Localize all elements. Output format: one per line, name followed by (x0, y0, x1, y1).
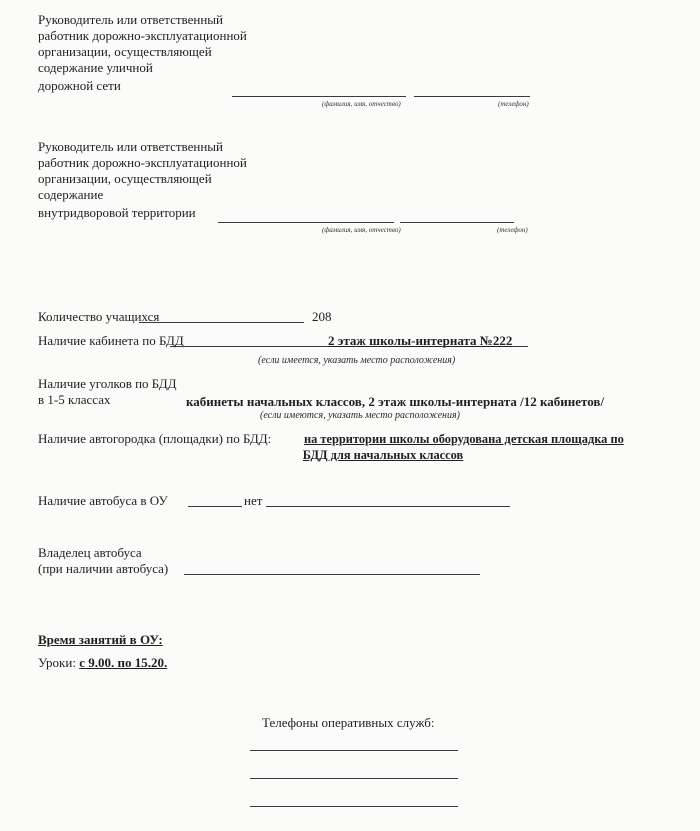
services-line-2[interactable] (250, 778, 458, 779)
cabinet-hint: (если имеется, указать место расположения) (258, 355, 456, 366)
students-line (139, 322, 304, 323)
road-network-manager-block (38, 12, 247, 94)
students-value: 208 (312, 309, 332, 324)
block2-name-caption: (фамилия, имя, отчество) (322, 226, 401, 234)
block1-line-3: организации, осуществляющей (38, 44, 212, 59)
owner-label-2: (при наличии автобуса) (38, 561, 169, 576)
block2-line-1: Руководитель или ответственный (38, 139, 223, 154)
corners-value: кабинеты начальных классов, 2 этаж школы-интерната /12 кабинетов/ (186, 394, 605, 409)
bus-value: нет (244, 493, 263, 508)
block2-line-3: организации, осуществляющей (38, 171, 212, 186)
cabinet-value: 2 этаж школы-интерната №222 (328, 333, 513, 348)
lessons-label: Уроки: (38, 655, 76, 670)
block1-phone-line[interactable] (414, 96, 530, 97)
block2-line-2: работник дорожно-эксплуатационной (38, 155, 247, 170)
cabinet-label: Наличие кабинета по БДД (38, 333, 184, 348)
corners-hint: (если имеются, указать место расположения) (260, 410, 460, 421)
owner-line[interactable] (184, 574, 480, 575)
bus-line-left (188, 506, 242, 507)
bus-line-right (266, 506, 510, 507)
block1-line-5: дорожной сети (38, 78, 121, 93)
owner-label-1: Владелец автобуса (38, 545, 142, 560)
autotown-value-line1: на территории школы оборудована детская площадка по (304, 432, 624, 446)
students-label: Количество учащихся (38, 309, 160, 324)
block2-phone-caption: (телефон) (497, 226, 528, 234)
lessons-row (38, 655, 167, 671)
block1-line-4: содержание уличной (38, 60, 153, 75)
block2-name-line[interactable] (218, 222, 394, 223)
bus-label: Наличие автобуса в ОУ (38, 493, 168, 508)
yard-territory-manager-block (38, 139, 247, 221)
block1-line-2: работник дорожно-эксплуатационной (38, 28, 247, 43)
block1-name-caption: (фамилия, имя, отчество) (322, 100, 401, 108)
block2-phone-line[interactable] (400, 222, 514, 223)
lessons-value: с 9.00. по 15.20. (79, 655, 168, 670)
services-line-1[interactable] (250, 750, 458, 751)
corners-label-1: Наличие уголков по БДД (38, 376, 177, 391)
services-line-3[interactable] (250, 806, 458, 807)
block1-line-1: Руководитель или ответственный (38, 12, 223, 27)
schedule-title: Время занятий в ОУ: (38, 632, 163, 647)
block2-line-5: внутридворовой территории (38, 205, 196, 220)
block1-phone-caption: (телефон) (498, 100, 529, 108)
block2-line-4: содержание (38, 187, 104, 202)
autotown-label: Наличие автогородка (площадки) по БДД: (38, 431, 272, 446)
block1-name-line[interactable] (232, 96, 406, 97)
autotown-value-line2: БДД для начальных классов (302, 448, 464, 462)
corners-label-2: в 1-5 классах (38, 392, 111, 407)
services-title: Телефоны оперативных служб: (262, 715, 435, 730)
